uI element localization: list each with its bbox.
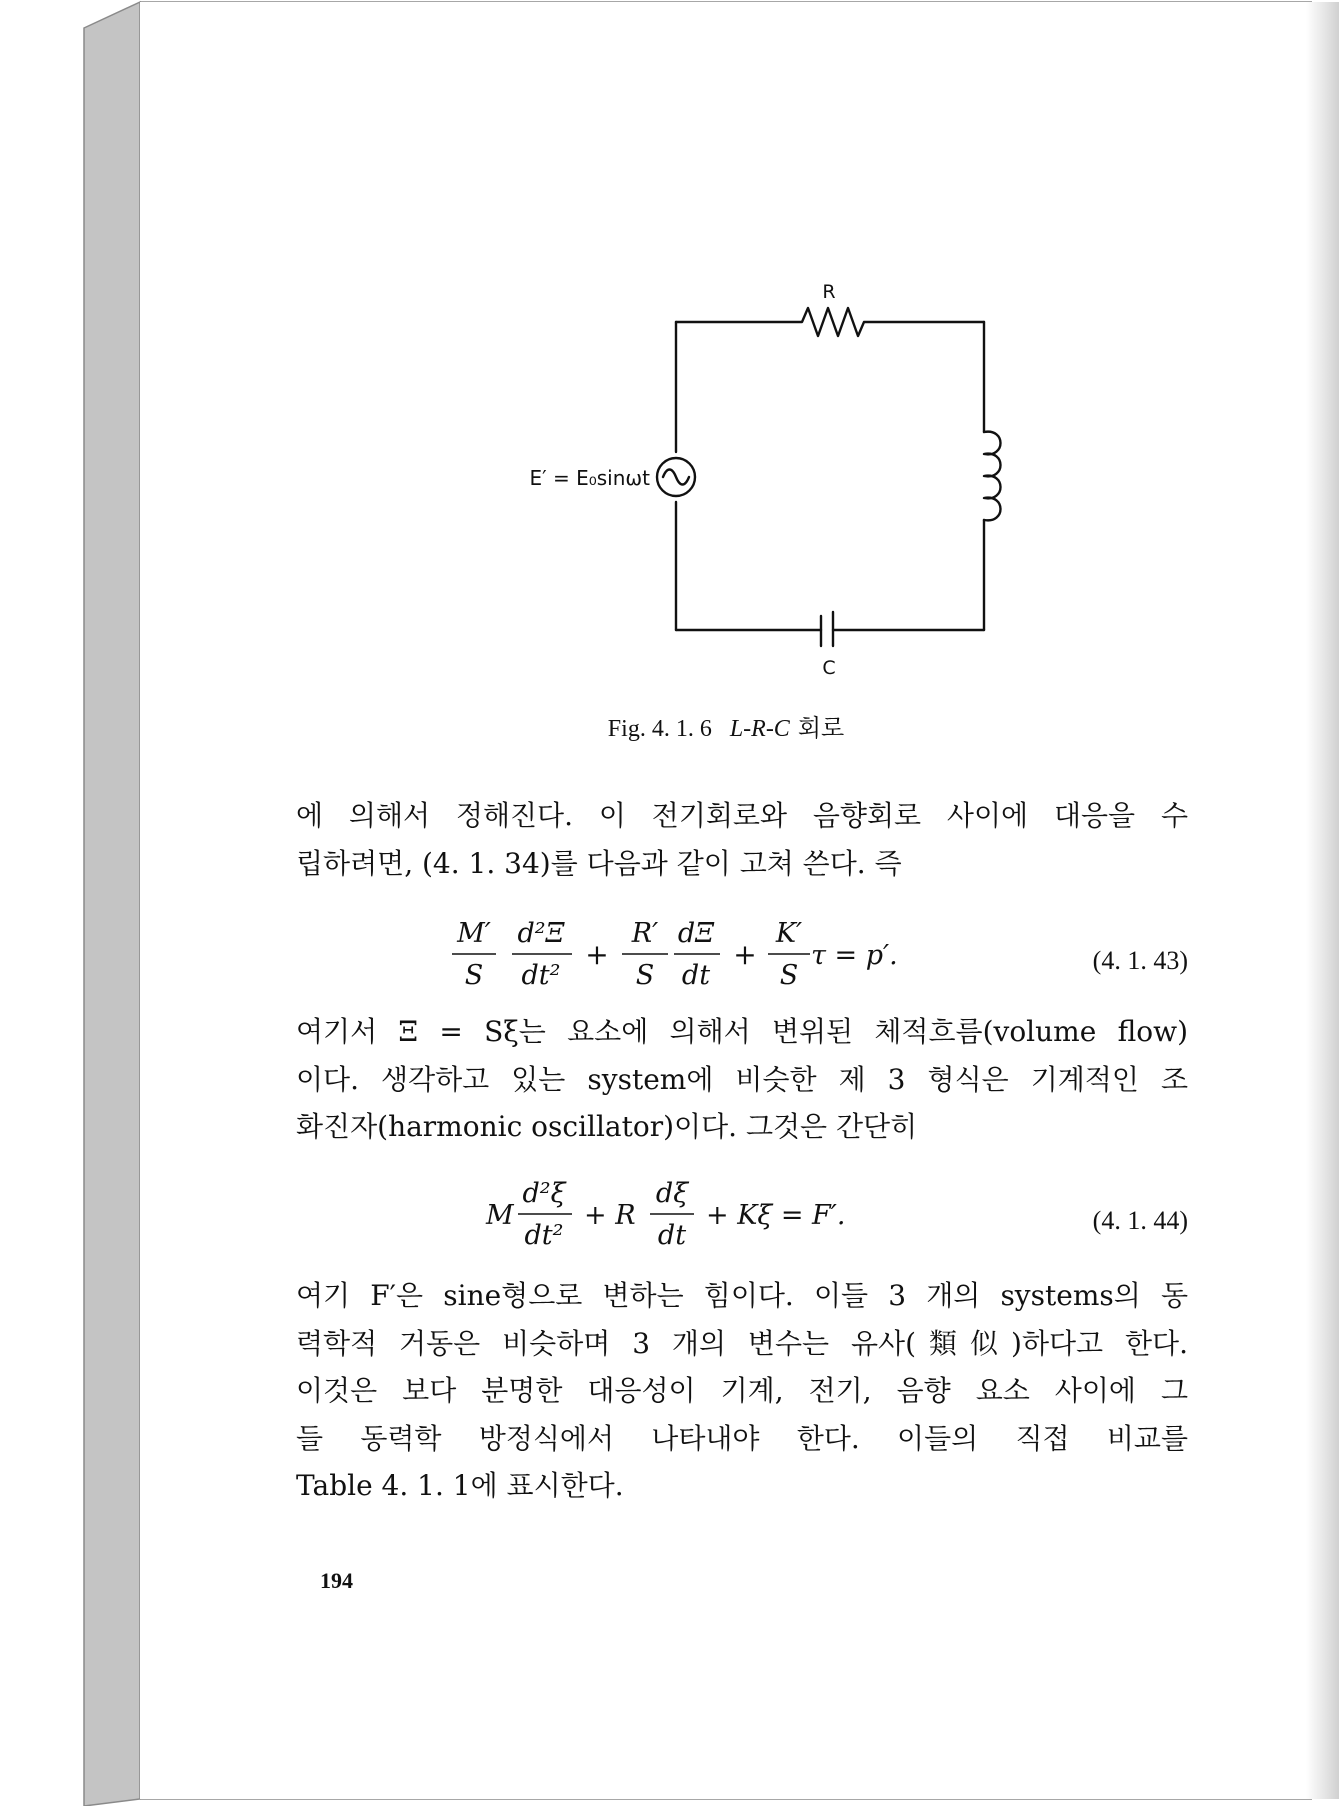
eq1-tail: τ = p′. <box>811 940 898 971</box>
eq1-t5-num: K′ <box>775 918 803 949</box>
paragraph-3 <box>296 1272 1188 1510</box>
text-line: 화진자(harmonic oscillator)이다. 그것은 간단히 <box>296 1110 918 1143</box>
eq1-plus-2: + <box>733 938 757 971</box>
caption-lrc: L-R-C <box>729 716 790 742</box>
eq2-f2-den: dt <box>657 1220 687 1251</box>
equation-1-tag: (4. 1. 43) <box>1092 946 1188 975</box>
caption-suffix: 회로 <box>797 716 845 742</box>
page-edge-shadow <box>1306 2 1339 1799</box>
eq1-t4-num: dΞ <box>677 918 715 949</box>
eq1-t2-den: dt² <box>521 960 561 991</box>
eq1-t1-num: M′ <box>457 918 491 949</box>
eq1-t3-den: S <box>635 960 655 991</box>
text-line: 력학적 거동은 비슷하며 3 개의 변수는 유사(類似)하다고 한다. <box>296 1326 1188 1360</box>
text-line: 여기서 Ξ = Sξ는 요소에 의해서 변위된 체적흐름(volume flow) <box>296 1015 1188 1048</box>
wire-top <box>676 308 984 336</box>
capacitor-label: C <box>822 657 836 679</box>
text-line: 들 동력학 방정식에서 나타내야 한다. 이들의 직접 비교를 <box>296 1421 1188 1455</box>
text-line: 여기 F′은 sine형으로 변하는 힘이다. 이들 3 개의 systems의 동 <box>296 1279 1188 1312</box>
eq1-t1-den: S <box>464 960 484 991</box>
page-number: 194 <box>320 1568 353 1593</box>
eq1-t3-num: R′ <box>631 918 659 949</box>
eq1-t5-den: S <box>779 960 799 991</box>
equation-1-formula <box>296 912 1188 1002</box>
resistor-label: R <box>822 281 836 303</box>
eq2-f1-den: dt² <box>524 1220 564 1251</box>
figure-caption <box>140 708 1312 743</box>
lrc-circuit-diagram <box>500 270 1020 690</box>
eq1-t4-den: dt <box>681 960 711 991</box>
equation-2-tag: (4. 1. 44) <box>1092 1206 1188 1235</box>
eq2-f2-num: dξ <box>655 1178 689 1209</box>
caption-figure-number: Fig. 4. 1. 6 <box>607 716 712 742</box>
equation-2-formula <box>296 1172 1188 1262</box>
text-line: 이것은 보다 분명한 대응성이 기계, 전기, 음향 요소 사이에 그 <box>296 1374 1188 1407</box>
paragraph-1 <box>296 792 1188 887</box>
text-line: 에 의해서 정해진다. 이 전기회로와 음향회로 사이에 대응을 수 <box>296 799 1188 832</box>
equation-4-1-44 <box>296 1172 1188 1262</box>
eq2-tail: + Kξ = F′. <box>706 1200 846 1231</box>
equation-4-1-43 <box>296 912 1188 1002</box>
text-line: 이다. 생각하고 있는 system에 비슷한 제 3 형식은 기계적인 조 <box>296 1062 1188 1096</box>
text-line: 립하려면, (4. 1. 34)를 다음과 같이 고쳐 쓴다. 즉 <box>296 846 902 880</box>
source-label: E′ = E₀sinωt <box>529 466 650 490</box>
text-line: Table 4. 1. 1에 표시한다. <box>296 1469 624 1502</box>
eq2-plus-r: + R <box>584 1200 636 1231</box>
eq1-plus-1: + <box>585 938 609 971</box>
paragraph-2 <box>296 1008 1188 1151</box>
ac-source-wave <box>663 470 689 485</box>
eq2-m: M <box>486 1200 514 1231</box>
eq1-t2-num: d²Ξ <box>517 918 565 949</box>
inductor-coil <box>984 432 1001 521</box>
eq2-f1-num: d²ξ <box>522 1178 566 1209</box>
